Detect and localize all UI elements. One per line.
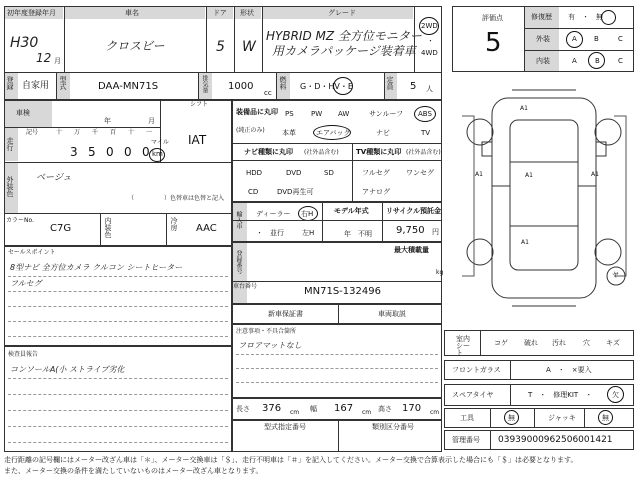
mileage-label: 走行 <box>6 137 14 151</box>
equip-tv: TV <box>421 129 431 137</box>
mileage-digit-1: 3 <box>70 145 78 159</box>
drive-2wd: 2WD <box>421 22 438 30</box>
car-name: クロスビー <box>105 39 165 53</box>
equipment-title: 装備品に丸印 <box>236 108 278 116</box>
nav-type-header: ナビ種類に丸印 <box>244 148 293 156</box>
equip-sunroof: サンルーフ <box>369 110 404 118</box>
glass-mark: ヤ <box>612 271 619 279</box>
nav-dvd-play: DVD再生可 <box>277 188 314 196</box>
interior-grade-circle <box>588 52 605 69</box>
displacement: 1000 <box>228 81 254 92</box>
notes-block <box>232 324 442 398</box>
right-handle: 右H <box>301 210 314 218</box>
interior-sheet-label: 室内シート <box>456 335 470 357</box>
mileage-digit-3: 0 <box>106 145 114 159</box>
recycle-unit: 円 <box>432 228 439 236</box>
fuel-label: 燃料 <box>279 76 287 90</box>
usage-label: 登録 <box>6 76 14 90</box>
exterior-grade-circle <box>566 31 583 48</box>
repair-none-circle <box>601 10 616 25</box>
nav-sd: SD <box>324 169 334 177</box>
height-unit: cm <box>430 409 440 416</box>
import-dealer: ディーラー <box>256 210 291 218</box>
model: DAA-MN71S <box>98 81 159 92</box>
selling-points-line1: 8型ナビ 全方位カメラ クルコン シートヒーター <box>10 263 183 272</box>
damage-mark-5: A1 <box>521 239 529 246</box>
import-label: 輸入車 <box>235 211 242 229</box>
mgmt-value: 0393900096250600​1421 <box>498 435 613 445</box>
recycle-value: 9,750 <box>396 225 425 236</box>
mile-label: マイル <box>151 139 169 146</box>
warranty-row <box>232 304 442 324</box>
damage-mark-4: A1 <box>591 171 599 178</box>
equip-abs: ABS <box>418 110 432 118</box>
interior-grade-b: B <box>595 57 600 65</box>
mileage-digit-2: 5 <box>88 145 96 159</box>
mileage-digit-5: 0 <box>142 145 150 159</box>
equip-aw: AW <box>338 110 350 118</box>
footer-line2: また、メーター交換の条件を満たしていないものはメーター改ざん車となります。 <box>4 467 263 475</box>
tv-analog: アナログ <box>362 188 390 196</box>
nav-cd: CD <box>248 188 259 196</box>
model-label: 型式 <box>59 76 67 90</box>
spare-tire-options: T ・ 修理KIT ・ <box>528 391 593 399</box>
interior-color-label: 内装色 <box>104 217 112 238</box>
sheet-ana: 穴 <box>583 339 590 347</box>
tools-label: 工具 <box>460 414 474 422</box>
equip-ps: PS <box>285 110 294 118</box>
equip-leather: 本革 <box>282 129 296 137</box>
sheet-yabure: 破れ <box>524 339 538 347</box>
ac-label: 冷房 <box>170 217 178 231</box>
height: 170 <box>402 403 422 414</box>
reg-month-suffix: 月 <box>54 57 61 65</box>
type-cert-label: 型式指定番号 <box>264 423 306 431</box>
footer-line1: 走行距離の記号欄にはメーター改ざん車は「＊」、メーター交換車は「＄」、走行不明車は「＃」を記入してください。メーター交換で合算表示した場合にも「＄」は必要となります。 <box>4 456 578 464</box>
damage-mark-1: A1 <box>520 105 528 112</box>
import-parallel: ・ 並行 <box>256 229 284 237</box>
doors-label: ドア <box>213 9 227 17</box>
width-unit: cm <box>362 409 372 416</box>
tv-type-note: (社外品含む) <box>406 149 441 156</box>
inspector-report-label: 検査員報告 <box>8 351 39 358</box>
color-no-label: カラーNo. <box>6 217 34 224</box>
shape: W <box>242 39 256 55</box>
length-unit: cm <box>290 409 300 416</box>
grade-line2: 用カメラパッケージ装着車 <box>272 44 416 58</box>
shift-label: シフト <box>190 101 209 108</box>
height-label: 高さ <box>378 405 392 413</box>
front-glass-options: A ・ ×要入 <box>546 366 592 374</box>
equip-pw: PW <box>311 110 323 118</box>
eval-label: 評価点 <box>482 14 503 22</box>
max-load-label: 最大積載量 <box>394 246 429 254</box>
drive-dot: ・ <box>427 37 434 45</box>
exterior-grade-label: 外装 <box>536 35 550 43</box>
left-handle: 左H <box>302 229 315 237</box>
interior-grade-a: A <box>572 57 577 65</box>
first-reg-label: 初年度登録年月 <box>7 9 56 17</box>
mileage-unit-6: 一 <box>146 129 153 136</box>
spare-tire-selected: 欠 <box>612 391 619 399</box>
exterior-grade-c: C <box>618 35 623 43</box>
interior-grade-c: C <box>618 57 623 65</box>
class-label: 類別区分番号 <box>372 423 414 431</box>
width: 167 <box>334 403 354 414</box>
inspector-report-block <box>4 346 232 452</box>
mileage-digit-4: 0 <box>124 145 132 159</box>
spare-tire-label: スペアタイヤ <box>452 391 494 399</box>
notes-line1: フロアマットなし <box>238 341 302 350</box>
chassis: MN71S-132496 <box>304 286 381 297</box>
inspection-month-label: 月 <box>148 117 155 125</box>
chassis-label: 車台番号 <box>233 283 258 290</box>
equip-navi: ナビ <box>376 129 390 137</box>
reg-month: 12 <box>36 51 52 65</box>
width-label: 幅 <box>310 405 317 413</box>
model-year-value: 年 不明 <box>344 230 372 238</box>
exterior-color-label: 外装色 <box>6 176 14 197</box>
usage-label2: 自家用 <box>22 81 50 91</box>
capacity: 5 <box>410 81 417 92</box>
nav-dvd: DVD <box>286 169 302 177</box>
car-name-label: 車名 <box>125 9 139 17</box>
doors: 5 <box>216 39 225 55</box>
era-year: H30 <box>10 35 39 51</box>
vehicle-inspection-label: 車検 <box>16 109 30 117</box>
inspection-year-label: 年 <box>104 117 111 125</box>
model-year-label: モデル年式 <box>334 207 369 215</box>
exterior-grade-b: B <box>594 35 599 43</box>
tv-fullseg: フルセグ <box>362 169 390 177</box>
mgmt-label: 管理番号 <box>452 436 480 444</box>
length: 376 <box>262 403 282 414</box>
manual-label: 車両取説 <box>378 310 406 318</box>
repair-options: 有 ・ 無 <box>568 13 603 21</box>
interior-grade-label: 内装 <box>536 57 550 65</box>
exterior-color: ベージュ <box>36 173 72 183</box>
color-change-note: （ ）色替車は色替と記入 <box>128 195 225 202</box>
equipment-subtitle: (純正のみ) <box>236 127 265 134</box>
mileage-unit-4: 百 <box>110 129 117 136</box>
mileage-unit-0: 記号 <box>26 129 39 136</box>
nav-type-note: (社外品含む) <box>304 149 339 156</box>
jack-label: ジャッキ <box>548 414 576 422</box>
selling-points-block <box>4 246 232 346</box>
damage-mark-2: A1 <box>475 171 483 178</box>
car-damage-diagram <box>452 76 636 322</box>
grade-label: グレード <box>328 9 356 17</box>
reg-no-label: 登録番号 <box>235 250 242 274</box>
damage-mark-3: A1 <box>525 172 533 179</box>
sheet-koge: コゲ <box>494 339 508 347</box>
repair-label: 修復歴 <box>531 13 552 21</box>
mileage-unit-1: 十 <box>56 129 63 136</box>
recycle-label: リサイクル預託金 <box>386 207 442 215</box>
displacement-label: 排気量 <box>201 75 208 93</box>
color-code: C7G <box>50 223 72 234</box>
mileage-unit-2: 万 <box>74 129 81 136</box>
mileage-unit-5: 十 <box>128 129 135 136</box>
sheet-yogore: 汚れ <box>552 339 566 347</box>
inspector-report-line1: コンソールA(小 ストライプ劣化 <box>10 365 125 374</box>
fuel-hv-circle <box>333 77 353 95</box>
front-glass-label: フロントガラス <box>452 366 501 374</box>
warranty-label: 新車保証書 <box>268 310 303 318</box>
nav-hdd: HDD <box>246 169 263 177</box>
sheet-kizu: キズ <box>606 339 620 347</box>
shift: IAT <box>188 133 207 147</box>
jack-value: 無 <box>602 414 609 422</box>
tv-type-header: TV種類に丸印 <box>356 148 402 156</box>
mileage-unit-3: 千 <box>92 129 99 136</box>
km-label: km <box>152 150 163 158</box>
capacity-unit: 人 <box>426 85 433 93</box>
drive-4wd: 4WD <box>421 49 438 57</box>
tools-value: 無 <box>508 414 515 422</box>
shape-label: 形状 <box>240 9 254 17</box>
exterior-grade-a: A <box>572 35 577 43</box>
selling-points-label: セールスポイント <box>8 249 56 256</box>
displacement-unit: cc <box>264 89 272 97</box>
max-load-unit: kg <box>436 269 444 276</box>
fuel-options: G・D・HV・E <box>300 82 353 91</box>
grade-line1: HYBRID MZ 全方位モニター <box>266 29 422 43</box>
notes-label: 注意事項・不具合箇所 <box>236 328 297 335</box>
selling-points-line2: フルセグ <box>10 279 42 288</box>
length-label: 長さ <box>236 405 250 413</box>
capacity-label: 定員 <box>386 76 394 90</box>
ac: AAC <box>196 223 217 234</box>
tv-oneseg: ワンセグ <box>406 169 434 177</box>
equip-airbag: エアバック <box>316 129 351 137</box>
eval-score: 5 <box>485 28 502 58</box>
